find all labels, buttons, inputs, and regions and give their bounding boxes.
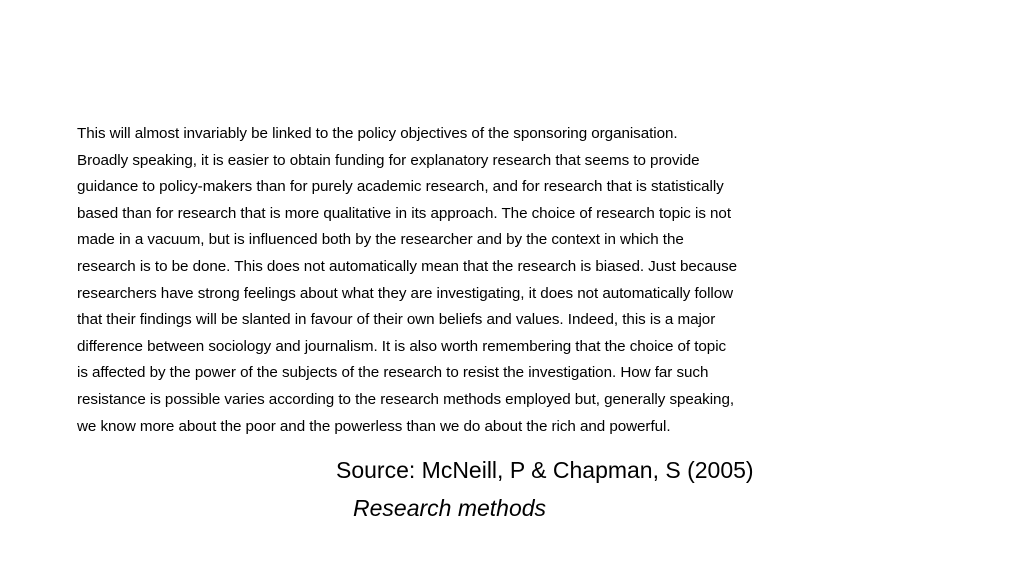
body-paragraph <box>77 121 867 440</box>
body-line: based than for research that is more qualitative in its approach. The choice of research topic is not <box>77 204 731 222</box>
body-line: is affected by the power of the subjects of the research to resist the investigation. How far such <box>77 364 709 382</box>
body-line: that their findings will be slanted in favour of their own beliefs and values. Indeed, this is a major <box>77 311 716 329</box>
body-line: made in a vacuum, but is influenced both by the researcher and by the context in which the <box>77 231 684 249</box>
body-line: research is to be done. This does not automatically mean that the research is biased. Just because <box>77 257 738 275</box>
body-line: resistance is possible varies according to the research methods employed but, generally speaking, <box>77 390 735 408</box>
body-line: difference between sociology and journalism. It is also worth remembering that the choice of topic <box>77 337 727 355</box>
body-line: Broadly speaking, it is easier to obtain funding for explanatory research that seems to provide <box>77 151 700 169</box>
source-title: Research methods <box>353 495 547 521</box>
source-reference <box>336 451 754 527</box>
body-line: guidance to policy-makers than for purely academic research, and for research that is statistically <box>77 178 724 196</box>
body-line: researchers have strong feelings about what they are investigating, it does not automatically follow <box>77 284 734 302</box>
source-citation: Source: McNeill, P & Chapman, S (2005) <box>336 457 754 483</box>
body-line: This will almost invariably be linked to the policy objectives of the sponsoring organisation. <box>77 125 678 142</box>
body-line: we know more about the poor and the powerless than we do about the rich and powerful. <box>77 417 671 435</box>
